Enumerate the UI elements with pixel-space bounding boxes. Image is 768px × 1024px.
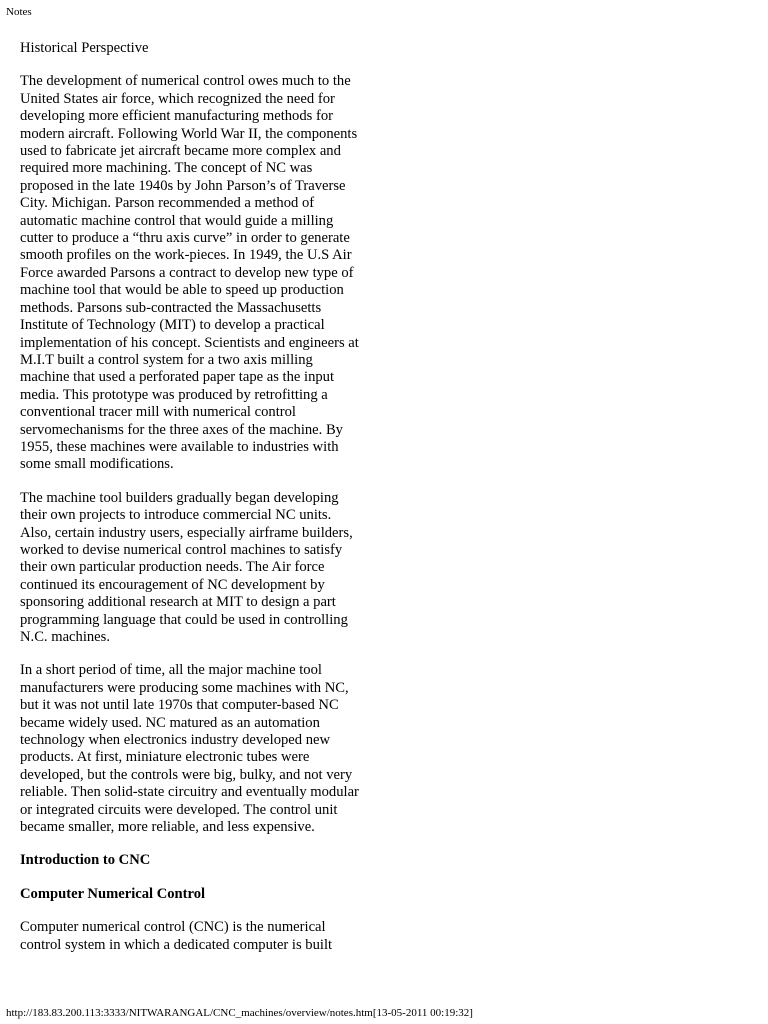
heading-computer-numerical-control: Computer Numerical Control: [20, 885, 206, 902]
page-footer-url: http://183.83.200.113:3333/NITWARANGAL/CNC_machines/overview/notes.htm[13-05-2011 00:19:32]: [6, 1007, 473, 1019]
paragraph-nc-adoption: In a short period of time, all the major machine tool manufacturers were producing some machines with NC, but it was not until late 1970s that computer-based NC became widely used. NC matured as an automation technology when electronics industry developed new products. At first, miniature electronic tubes were developed, but the controls were big, bulky, and not very reliable. Then solid-state circuitry and eventually modular or integrated circuits were developed. The control unit became smaller, more reliable, and less expensive.: [20, 662, 359, 836]
paragraph-cnc-definition: Computer numerical control (CNC) is the numerical control system in which a dedicated computer is built: [20, 919, 333, 953]
page-header-title: Notes: [6, 6, 32, 18]
heading-introduction-to-cnc: Introduction to CNC: [20, 852, 151, 869]
paragraph-machine-tool-builders: The machine tool builders gradually began developing their own projects to introduce commercial NC units. Also, certain industry users, especially airframe builders, worked to devise numerical control machines to satisfy their own particular production needs. The Air force continued its encouragement of NC development by sponsoring additional research at MIT to design a part programming language that could be used in controlling N.C. machines.: [20, 489, 353, 645]
section-title: Historical Perspective: [20, 40, 149, 56]
document-body: [20, 40, 365, 970]
paragraph-history: The development of numerical control owes much to the United States air force, which recognized the need for developing more efficient manufacturing methods for modern aircraft. Following World War II, the components used to fabricate jet aircraft became more complex and required more machining. The concept of NC was proposed in the late 1940s by John Parson’s of Traverse City. Michigan. Parson recommended a method of automatic machine control that would guide a milling cutter to produce a “thru axis curve” in order to generate smooth profiles on the work-pieces. In 1949, the U.S Air Force awarded Parsons a contract to develop new type of machine tool that would be able to speed up production methods. Parsons sub-contracted the Massachusetts Institute of Technology (MIT) to develop a practical implementation of his concept. Scientists and engineers at M.I.T built a control system for a two axis milling machine that used a perforated paper tape as the input media. This prototype was produced by retrofitting a conventional tracer mill with numerical control servomechanisms for the three axes of the machine. By 1955, these machines were available to industries with some small modifications.: [20, 73, 359, 473]
